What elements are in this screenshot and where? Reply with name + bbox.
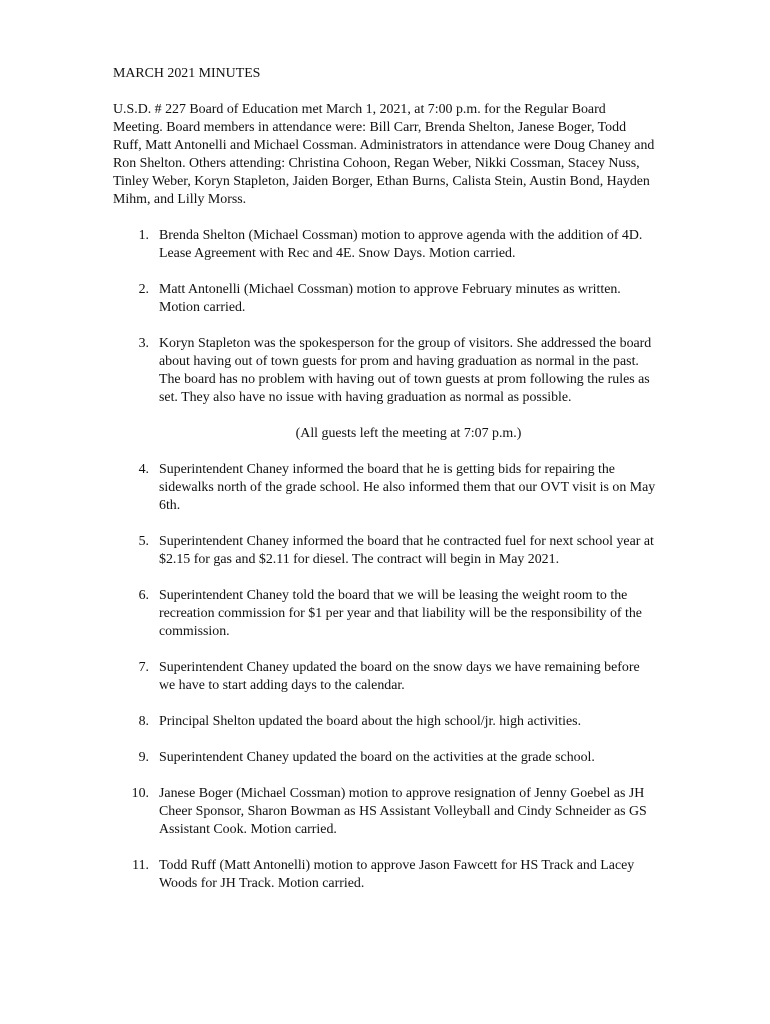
item-text: Superintendent Chaney informed the board that he is getting bids for repairing the sidewalks north of the grade school. He also informed them that our OVT visit is on May 6th. — [159, 462, 656, 513]
agenda-list-part-1 — [113, 227, 658, 407]
page-title: MARCH 2021 MINUTES — [113, 66, 261, 81]
item-text: Koryn Stapleton was the spokesperson for the group of visitors. She addressed the board about having out of town guests for prom and having graduation as normal in the past. The board has no problem with having out of town guests at prom following the rules as set. They also have no issue with having graduation as normal as possible. — [159, 336, 652, 405]
item-number: 11. — [132, 858, 149, 873]
item-text: Todd Ruff (Matt Antonelli) motion to approve Jason Fawcett for HS Track and Lacey Woods for JH Track. Motion carried. — [159, 858, 635, 891]
list-item — [113, 461, 658, 515]
item-number: 10. — [131, 786, 149, 801]
item-text: Superintendent Chaney told the board that we will be leasing the weight room to the recreation commission for $1 per year and that liability will be the responsibility of the commission. — [159, 588, 642, 639]
list-item — [113, 533, 658, 569]
item-text: Superintendent Chaney updated the board on the snow days we have remaining before we have to start adding days to the calendar. — [159, 660, 640, 693]
item-text: Principal Shelton updated the board about the high school/jr. high activities. — [159, 714, 582, 729]
item-text: Superintendent Chaney informed the board that he contracted fuel for next school year at $2.15 for gas and $2.11 for diesel. The contract will begin in May 2021. — [159, 534, 654, 567]
minutes-page — [113, 65, 658, 911]
item-number: 6. — [138, 588, 149, 603]
item-text: Brenda Shelton (Michael Cossman) motion to approve agenda with the addition of 4D. Lease Agreement with Rec and 4E. Snow Days. Motion carried. — [159, 228, 643, 261]
list-item — [113, 659, 658, 695]
item-number: 1. — [138, 228, 149, 243]
list-item — [113, 227, 658, 263]
list-item — [113, 587, 658, 641]
guests-left-note: (All guests left the meeting at 7:07 p.m.) — [295, 426, 522, 441]
item-number: 4. — [138, 462, 149, 477]
list-item — [113, 857, 658, 893]
list-item — [113, 281, 658, 317]
item-number: 2. — [138, 282, 149, 297]
list-item — [113, 335, 658, 407]
agenda-list-part-2 — [113, 461, 658, 893]
intro-paragraph: U.S.D. # 227 Board of Education met March 1, 2021, at 7:00 p.m. for the Regular Board Meeting. Board members in attendance were: Bill Carr, Brenda Shelton, Janese Boger, Todd Ruff, Matt Antonelli and Michael Cossman. Administrators in attendance were Doug Chaney and Ron Shelton. Others attending: Christina Cohoon, Regan Weber, Nikki Cossman, Stacey Nuss, Tinley Weber, Koryn Stapleton, Jaiden Borger, Ethan Burns, Calista Stein, Austin Bond, Hayden Mihm, and Lilly Morss. — [113, 102, 655, 207]
item-number: 9. — [138, 750, 149, 765]
list-item — [113, 713, 658, 731]
item-text: Matt Antonelli (Michael Cossman) motion to approve February minutes as written. Motion carried. — [159, 282, 621, 315]
item-text: Janese Boger (Michael Cossman) motion to approve resignation of Jenny Goebel as JH Cheer Sponsor, Sharon Bowman as HS Assistant Volleyball and Cindy Schneider as GS Assistant Cook. Motion carried. — [159, 786, 647, 837]
item-number: 3. — [138, 336, 149, 351]
item-text: Superintendent Chaney updated the board on the activities at the grade school. — [159, 750, 595, 765]
item-number: 7. — [138, 660, 149, 675]
item-number: 5. — [138, 534, 149, 549]
list-item — [113, 785, 658, 839]
item-number: 8. — [138, 714, 149, 729]
list-item — [113, 749, 658, 767]
